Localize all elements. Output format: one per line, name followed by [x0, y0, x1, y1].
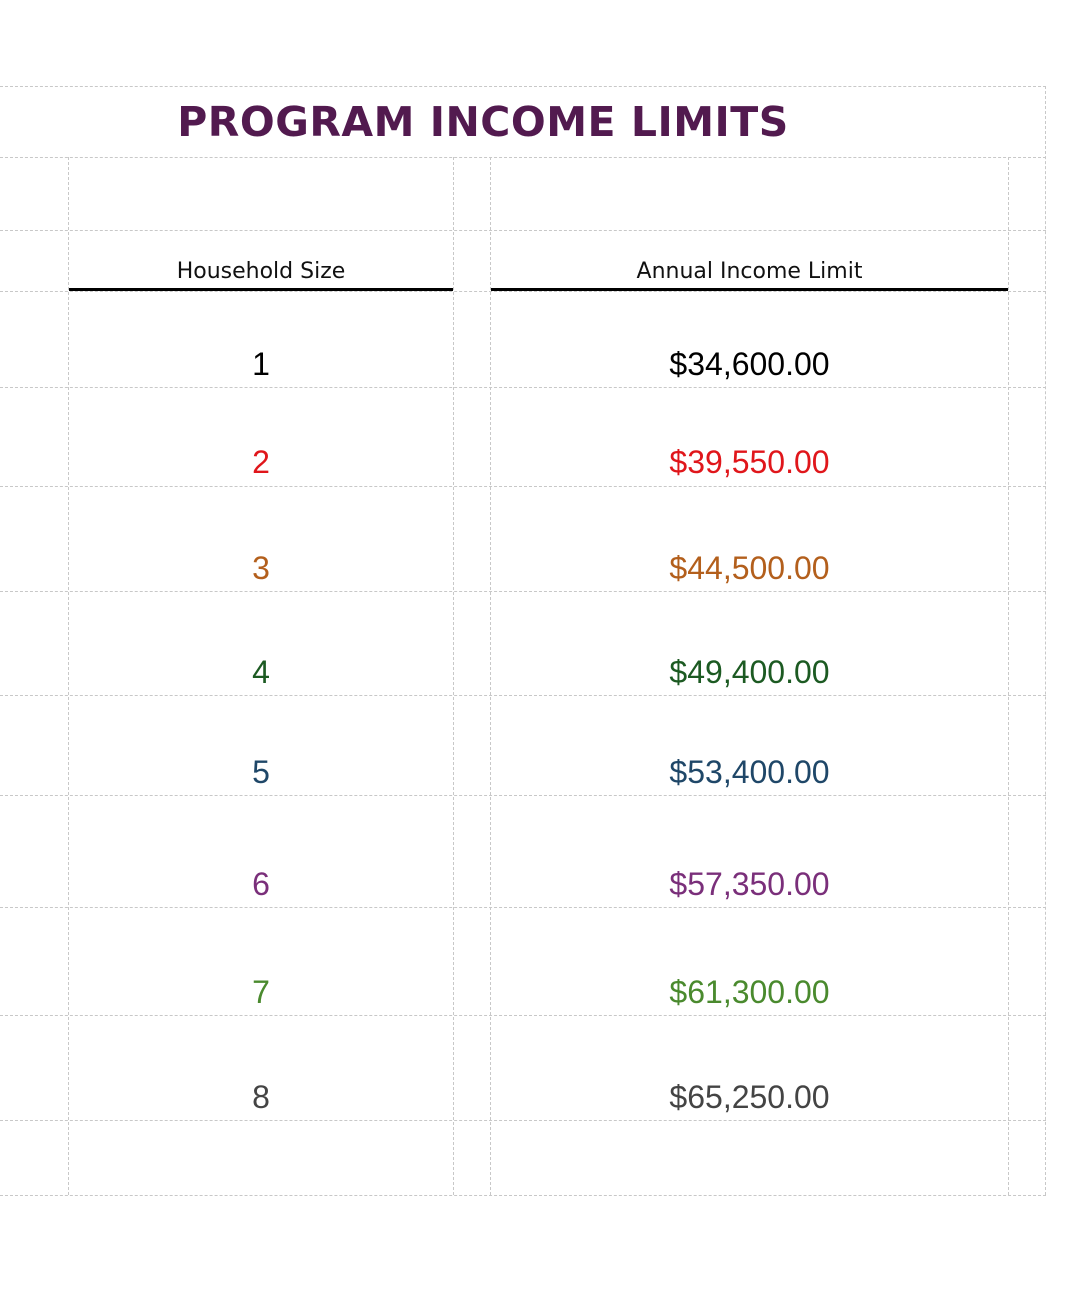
gridline [1008, 157, 1009, 1195]
gridline [1045, 86, 1046, 1195]
household-size-cell: 4 [252, 653, 270, 690]
household-size-cell: 8 [252, 1078, 270, 1115]
income-limit-cell: $49,400.00 [669, 653, 830, 690]
household-size-cell: 1 [252, 345, 270, 382]
household-size-cell: 3 [252, 549, 270, 586]
annual-income-limit-header: Annual Income Limit [491, 230, 1008, 291]
income-limit-cell: $53,400.00 [669, 753, 830, 790]
household-size-header: Household Size [69, 230, 453, 291]
gridline [453, 157, 454, 1195]
household-size-cell: 6 [252, 865, 270, 902]
page-title: PROGRAM INCOME LIMITS [177, 98, 789, 146]
income-limit-cell: $65,250.00 [669, 1078, 830, 1115]
gridline [0, 1195, 1046, 1196]
income-limit-cell: $44,500.00 [669, 549, 830, 586]
income-limit-cell: $57,350.00 [669, 865, 830, 902]
income-limit-cell: $39,550.00 [669, 443, 830, 480]
household-size-cell: 5 [252, 753, 270, 790]
gridline [0, 291, 1046, 292]
household-size-cell: 7 [252, 973, 270, 1010]
income-limit-cell: $34,600.00 [669, 345, 830, 382]
household-size-cell: 2 [252, 443, 270, 480]
income-limit-cell: $61,300.00 [669, 973, 830, 1010]
